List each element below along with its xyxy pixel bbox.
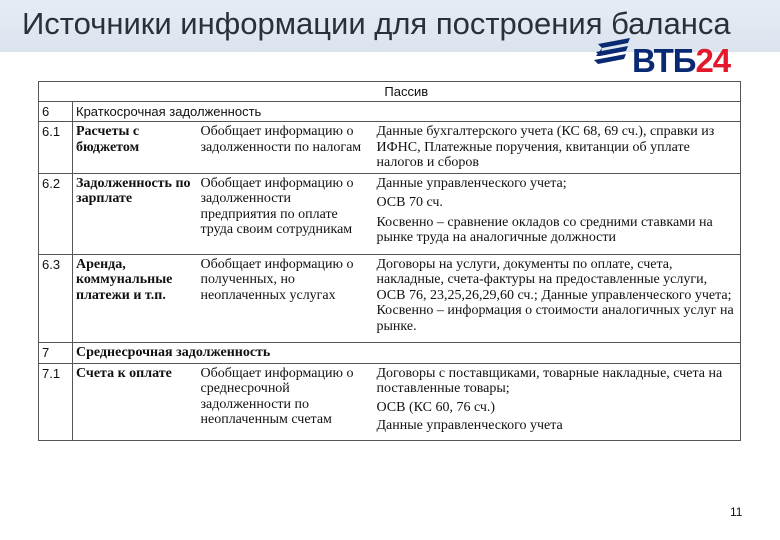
vtb-flag-icon [590,36,634,80]
source-line: ОСВ 70 сч. [376,195,443,210]
row-number: 6.1 [39,122,73,174]
section-title: Среднесрочная задолженность [73,343,741,364]
item-description: Обобщает информацию о среднесрочной задолженности по неоплаченным счетам [198,363,374,440]
logo-24: 24 [695,42,731,79]
item-sources [374,254,741,343]
source-line: Данные бухгалтерского учета (КС 68, 69 сч.), справки из ИФНС, Платежные поручения, квитанции об уплате налогов и сборов [376,124,715,170]
logo-vtb: ВТБ [632,42,696,79]
item-sources [374,122,741,174]
source-line: ОСВ (КС 60, 76 сч.) [376,399,496,415]
row-number: 6 [39,102,73,122]
item-sources [374,363,741,440]
table-row [39,122,741,174]
section-row [39,343,741,364]
item-name: Счета к оплате [73,363,198,440]
item-sources [374,173,741,254]
row-number: 7 [39,343,73,364]
item-name: Задолженность по зарплате [73,173,198,254]
item-description: Обобщает информацию о задолженности предприятия по оплате труда своим сотрудникам [198,173,374,254]
item-name: Расчеты с бюджетом [73,122,198,174]
source-line: Данные управленческого учета; [376,175,567,191]
source-line: Договоры на услуги, документы по оплате, счета, накладные, счета-фактуры на предоставленные услуги, ОСВ 76, 23,25,26,29,60 сч.; Данные управленческого учета; Косвенно – информация о стоимости аналогичных услуг на рынке. [376,256,734,334]
table-row [39,173,741,254]
slide-title: Источники информации для построения баланса [22,6,731,41]
logo-text [632,42,730,80]
row-number: 6.3 [39,254,73,343]
item-description: Обобщает информацию о задолженности по налогам [198,122,374,174]
page-number: 11 [730,505,743,519]
section-title: Краткосрочная задолженность [73,102,741,122]
table-header-row [39,82,741,102]
table-row [39,363,741,440]
item-description: Обобщает информацию о полученных, но неоплаченных услугах [198,254,374,343]
source-line: Данные управленческого учета [376,418,563,433]
source-line: Косвенно – сравнение окладов со средними ставками на рынке труда на аналогичные должности [376,214,713,245]
source-line: Договоры с поставщиками, товарные накладные, счета на поставленные товары; [376,365,723,396]
section-row [39,102,741,122]
item-name: Аренда, коммунальные платежи и т.п. [73,254,198,343]
row-number: 6.2 [39,173,73,254]
table-row [39,254,741,343]
table-header: Пассив [73,82,741,102]
liabilities-table [38,81,741,441]
row-number: 7.1 [39,363,73,440]
vtb24-logo [588,36,758,80]
